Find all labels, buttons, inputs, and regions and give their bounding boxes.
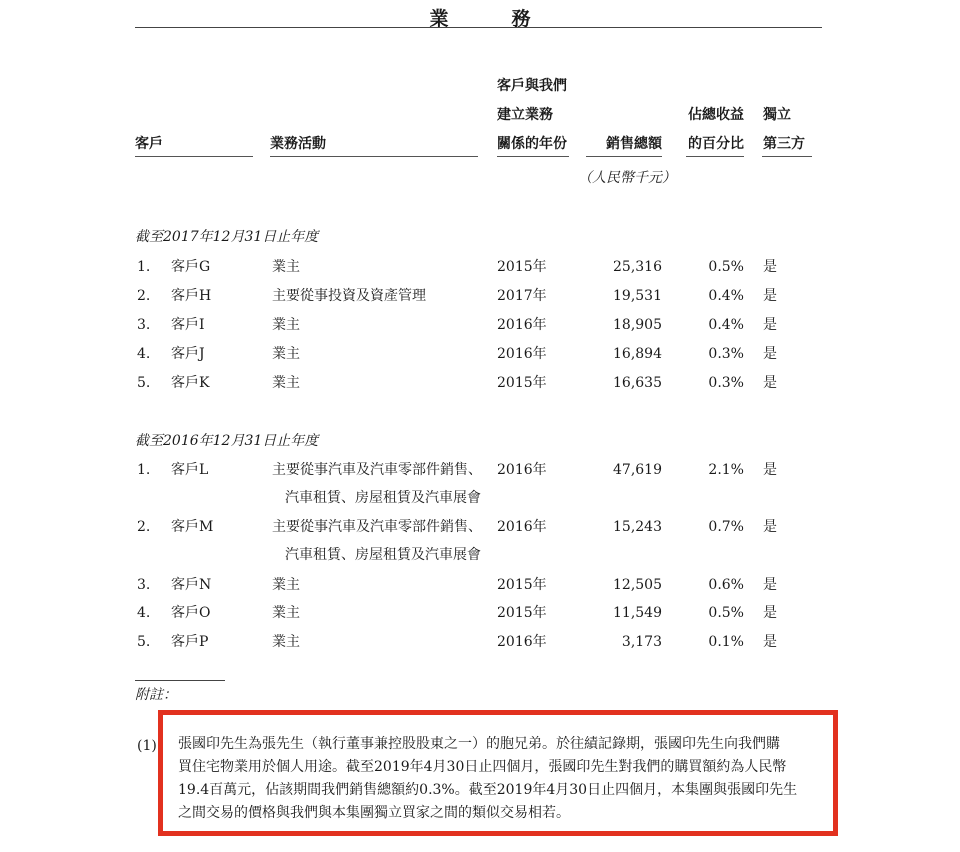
row-sales: 16,894 [613,346,662,362]
row-number: 3. [137,317,151,333]
row-independent: 是 [763,259,777,275]
row-activity: 業主 [272,634,300,650]
row-year: 2016年 [497,317,547,333]
header-sales: 銷售總額 [606,136,662,152]
header-rule-independent [762,156,812,157]
section-label-2017: 截至2017年12月31日止年度 [135,229,319,245]
row-year: 2015年 [497,577,547,593]
row-pct: 2.1% [708,462,744,478]
header-year-line3: 關係的年份 [497,136,567,152]
row-independent: 是 [763,462,777,478]
row-year: 2016年 [497,634,547,650]
row-customer: 客戶O [171,605,211,621]
row-customer: 客戶G [171,259,211,275]
row-sales: 47,619 [613,462,662,478]
row-number: 3. [137,577,151,593]
header-year-line1: 客戶與我們 [497,78,567,94]
unit-label: （人民幣千元） [578,170,676,186]
row-year: 2017年 [497,288,547,304]
row-independent: 是 [763,605,777,621]
row-pct: 0.3% [708,375,744,391]
row-year: 2015年 [497,259,547,275]
row-sales: 16,635 [613,375,662,391]
row-pct: 0.5% [708,605,744,621]
row-activity-line1: 主要從事汽車及汽車零部件銷售、 [272,462,482,478]
title-rule [135,27,822,28]
row-number: 5. [137,375,151,391]
row-activity: 業主 [272,605,300,621]
header-customer: 客戶 [135,136,163,152]
note-line: 張國印先生為張先生（執行董事兼控股股東之一）的胞兄弟。於往績記錄期，張國印先生向我們購 [178,736,780,752]
row-customer: 客戶K [171,375,210,391]
row-activity: 業主 [272,375,300,391]
row-activity-line2: 汽車租賃、房屋租賃及汽車展會 [285,490,481,506]
header-rule-year [497,156,569,157]
note-number: (1) [137,738,157,754]
row-pct: 0.7% [708,519,744,535]
row-activity-line2: 汽車租賃、房屋租賃及汽車展會 [285,547,481,563]
row-number: 1. [137,462,151,478]
row-sales: 3,173 [621,634,662,650]
row-number: 1. [137,259,151,275]
row-customer: 客戶I [171,317,205,333]
row-sales: 18,905 [613,317,662,333]
note-label: 附註： [135,687,177,703]
row-sales: 15,243 [613,519,662,535]
page-title: 業 務 [429,8,553,30]
header-pct-line1: 佔總收益 [688,107,744,123]
row-activity: 業主 [272,259,300,275]
row-activity: 主要從事投資及資產管理 [272,288,426,304]
row-customer: 客戶L [171,462,209,478]
row-activity-line1: 主要從事汽車及汽車零部件銷售、 [272,519,482,535]
row-sales: 25,316 [613,259,662,275]
row-activity: 業主 [272,577,300,593]
header-year-line2: 建立業務 [497,107,553,123]
row-activity: 業主 [272,317,300,333]
highlight-box [158,710,838,836]
row-customer: 客戶N [171,577,212,593]
row-independent: 是 [763,288,777,304]
row-customer: 客戶J [171,346,205,362]
header-rule-activity [270,156,478,157]
row-independent: 是 [763,346,777,362]
row-pct: 0.6% [708,577,744,593]
row-number: 4. [137,346,151,362]
row-number: 4. [137,605,151,621]
row-pct: 0.4% [708,288,744,304]
row-number: 2. [137,519,151,535]
row-year: 2015年 [497,605,547,621]
row-independent: 是 [763,577,777,593]
note-divider [135,680,225,681]
header-rule-sales [586,156,662,157]
row-year: 2016年 [497,462,547,478]
row-customer: 客戶P [171,634,209,650]
row-pct: 0.5% [708,259,744,275]
row-year: 2016年 [497,346,547,362]
row-independent: 是 [763,519,777,535]
note-line: 買住宅物業用於個人用途。截至2019年4月30日止四個月，張國印先生對我們的購買額約為人民幣 [178,759,787,775]
row-pct: 0.1% [708,634,744,650]
row-customer: 客戶H [171,288,212,304]
note-line: 19.4百萬元，佔該期間我們銷售總額約0.3%。截至2019年4月30日止四個月，本集團與張國印先生 [178,782,798,798]
section-label-2016: 截至2016年12月31日止年度 [135,433,319,449]
header-activity: 業務活動 [270,136,326,152]
row-activity: 業主 [272,346,300,362]
row-pct: 0.4% [708,317,744,333]
header-independent-line1: 獨立 [763,107,791,123]
row-number: 5. [137,634,151,650]
note-line: 之間交易的價格與我們與本集團獨立買家之間的類似交易相若。 [178,805,570,821]
row-independent: 是 [763,375,777,391]
row-year: 2016年 [497,519,547,535]
row-independent: 是 [763,634,777,650]
row-number: 2. [137,288,151,304]
row-customer: 客戶M [171,519,214,535]
row-pct: 0.3% [708,346,744,362]
row-sales: 11,549 [613,605,662,621]
row-sales: 19,531 [613,288,662,304]
header-independent-line2: 第三方 [763,136,805,152]
header-pct-line2: 的百分比 [688,136,744,152]
header-rule-pct [686,156,744,157]
header-rule-customer [135,156,253,157]
row-year: 2015年 [497,375,547,391]
row-independent: 是 [763,317,777,333]
row-sales: 12,505 [613,577,662,593]
